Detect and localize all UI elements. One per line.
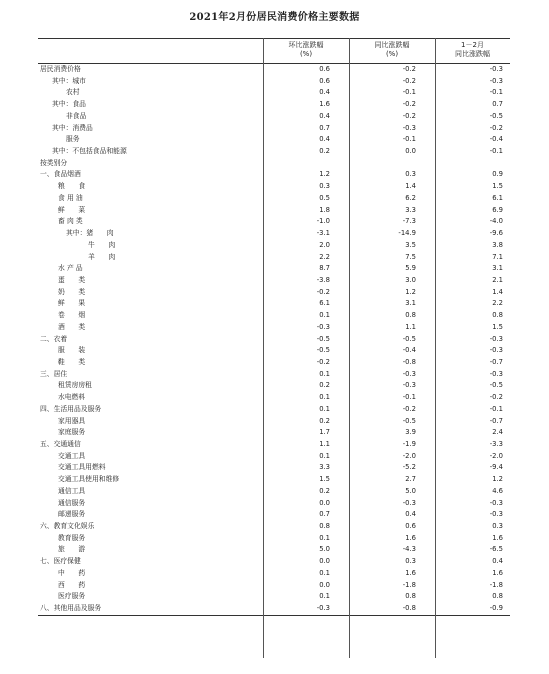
table-header xyxy=(38,39,510,64)
mom-value: 0.1 xyxy=(319,592,330,601)
table-row xyxy=(38,240,510,252)
row-label: 按类别分 xyxy=(40,158,68,167)
mom-value: 0.0 xyxy=(319,580,330,589)
table-row xyxy=(38,474,510,486)
table-row xyxy=(38,322,510,334)
ytd-value: 1.6 xyxy=(492,568,503,577)
table-row xyxy=(38,181,510,193)
row-label: 租赁房房租 xyxy=(58,381,92,390)
ytd-value: -0.3 xyxy=(489,498,503,507)
mom-value: 2.0 xyxy=(319,240,330,249)
row-label: 四、生活用品及服务 xyxy=(40,404,102,413)
yoy-value: 5.0 xyxy=(405,486,416,495)
table-row xyxy=(38,451,510,463)
row-label: 牛 肉 xyxy=(88,240,116,249)
yoy-value: 0.8 xyxy=(405,311,416,320)
row-label: 鲜 菜 xyxy=(58,205,86,214)
row-label: 通信服务 xyxy=(58,498,86,507)
mom-value: -0.3 xyxy=(316,604,330,613)
mom-value: 2.2 xyxy=(319,252,330,261)
row-label: 卷 烟 xyxy=(58,311,86,320)
ytd-value: -2.0 xyxy=(489,451,503,460)
mom-value: 0.4 xyxy=(319,88,330,97)
ytd-value: -4.0 xyxy=(489,217,503,226)
row-label: 农村 xyxy=(66,88,80,97)
table-row xyxy=(38,146,510,158)
row-label: 酒 类 xyxy=(58,322,86,331)
mom-value: 5.0 xyxy=(319,545,330,554)
table-row xyxy=(38,64,510,76)
mom-value: 0.2 xyxy=(319,416,330,425)
yoy-value: -0.2 xyxy=(402,65,416,73)
ytd-value: -0.1 xyxy=(489,88,503,97)
table-row xyxy=(38,591,510,603)
table-row xyxy=(38,205,510,217)
ytd-value: -9.6 xyxy=(489,229,503,238)
ytd-value: 4.6 xyxy=(492,486,503,495)
table-row xyxy=(38,462,510,474)
row-label: 中 药 xyxy=(58,568,86,577)
yoy-value: 7.5 xyxy=(405,252,416,261)
mom-value: 1.6 xyxy=(319,100,330,109)
ytd-value: 7.1 xyxy=(492,252,503,261)
ytd-value: -0.9 xyxy=(489,604,503,613)
mom-value: 1.2 xyxy=(319,170,330,179)
ytd-value: 0.3 xyxy=(492,522,503,531)
mom-value: 0.2 xyxy=(319,147,330,156)
ytd-value: -0.4 xyxy=(489,135,503,144)
ytd-value: -0.2 xyxy=(489,123,503,132)
table-row xyxy=(38,568,510,580)
mom-value: -1.0 xyxy=(316,217,330,226)
ytd-value: -0.5 xyxy=(489,381,503,390)
ytd-value: 6.9 xyxy=(492,205,503,214)
yoy-value: -0.1 xyxy=(402,88,416,97)
ytd-value: -0.3 xyxy=(489,510,503,519)
row-label: 邮递服务 xyxy=(58,510,86,519)
mom-value: 0.2 xyxy=(319,486,330,495)
mom-value: 0.6 xyxy=(319,76,330,85)
mom-value: 0.7 xyxy=(319,123,330,132)
mom-value: 6.1 xyxy=(319,299,330,308)
mom-value: 0.3 xyxy=(319,182,330,191)
table-row xyxy=(38,87,510,99)
yoy-value: -14.9 xyxy=(398,229,416,238)
ytd-value: -0.7 xyxy=(489,416,503,425)
header-yoy-label: 同比涨跌幅 xyxy=(374,41,410,49)
yoy-value: 0.6 xyxy=(405,522,416,531)
yoy-value: -0.3 xyxy=(402,498,416,507)
mom-value: -0.2 xyxy=(316,287,330,296)
yoy-value: 0.3 xyxy=(405,557,416,566)
row-label: 六、教育文化娱乐 xyxy=(40,522,95,531)
mom-value: 0.2 xyxy=(319,381,330,390)
mom-value: 0.5 xyxy=(319,193,330,202)
ytd-value: 1.4 xyxy=(492,287,503,296)
mom-value: 1.8 xyxy=(319,205,330,214)
mom-value: -0.5 xyxy=(316,346,330,355)
table-row xyxy=(38,380,510,392)
mom-value: 0.6 xyxy=(319,65,330,73)
mom-value: 0.1 xyxy=(319,533,330,542)
mom-value: -3.8 xyxy=(316,275,330,284)
table-bottom-rule xyxy=(38,615,510,616)
row-label: 一、食品烟酒 xyxy=(40,170,81,179)
yoy-value: 3.1 xyxy=(405,299,416,308)
ytd-value: -0.1 xyxy=(489,147,503,156)
table-row xyxy=(38,111,510,123)
row-label: 其中：食品 xyxy=(52,100,86,109)
header-yoy xyxy=(349,41,435,59)
row-label: 八、其他用品及服务 xyxy=(40,604,102,613)
mom-value: 0.1 xyxy=(319,568,330,577)
ytd-value: -0.3 xyxy=(489,65,503,73)
ytd-value: 1.5 xyxy=(492,322,503,331)
ytd-value: -9.4 xyxy=(489,463,503,472)
row-label: 水电燃料 xyxy=(58,393,86,402)
ytd-value: -0.5 xyxy=(489,111,503,120)
table-row xyxy=(38,369,510,381)
mom-value: 0.4 xyxy=(319,111,330,120)
table-row xyxy=(38,310,510,322)
table-row xyxy=(38,404,510,416)
table-row xyxy=(38,216,510,228)
ytd-value: -0.3 xyxy=(489,346,503,355)
row-label: 其中：猪 肉 xyxy=(66,229,114,238)
table-row xyxy=(38,275,510,287)
mom-value: 0.0 xyxy=(319,557,330,566)
mom-value: -0.3 xyxy=(316,322,330,331)
table-row xyxy=(38,556,510,568)
ytd-value: 2.4 xyxy=(492,428,503,437)
yoy-value: 1.6 xyxy=(405,568,416,577)
yoy-value: 5.9 xyxy=(405,264,416,273)
yoy-value: -4.3 xyxy=(402,545,416,554)
yoy-value: -0.8 xyxy=(402,604,416,613)
row-label: 交通工具 xyxy=(58,451,86,460)
mom-value: -0.5 xyxy=(316,334,330,343)
yoy-value: -0.2 xyxy=(402,76,416,85)
row-label: 非食品 xyxy=(66,111,87,120)
ytd-value: -0.2 xyxy=(489,393,503,402)
yoy-value: -0.2 xyxy=(402,100,416,109)
ytd-value: 6.1 xyxy=(492,193,503,202)
table-row xyxy=(38,193,510,205)
table-row xyxy=(38,169,510,181)
ytd-value: 2.1 xyxy=(492,275,503,284)
row-label: 交通工具使用和维修 xyxy=(58,475,120,484)
ytd-value: -3.3 xyxy=(489,440,503,448)
row-label: 西 药 xyxy=(58,580,86,589)
ytd-value: -0.3 xyxy=(489,76,503,85)
yoy-value: -0.2 xyxy=(402,111,416,120)
yoy-value: 1.6 xyxy=(405,533,416,542)
row-label: 三、居住 xyxy=(40,369,68,378)
row-label: 水 产 品 xyxy=(58,264,83,273)
column-divider xyxy=(263,38,264,658)
yoy-value: -0.4 xyxy=(402,346,416,355)
mom-value: -0.2 xyxy=(316,357,330,366)
mom-value: 0.7 xyxy=(319,510,330,519)
row-label: 服 装 xyxy=(58,346,86,355)
ytd-value: -0.3 xyxy=(489,334,503,343)
row-label: 家庭服务 xyxy=(58,428,86,437)
yoy-value: 6.2 xyxy=(405,193,416,202)
table-row xyxy=(38,521,510,533)
mom-value: 0.1 xyxy=(319,404,330,413)
table-row xyxy=(38,533,510,545)
mom-value: 3.3 xyxy=(319,463,330,472)
header-ytd-label: 同比涨跌幅 xyxy=(455,50,490,58)
header-mom xyxy=(263,41,349,59)
mom-value: 8.7 xyxy=(319,264,330,273)
yoy-value: -0.1 xyxy=(402,393,416,402)
row-label: 奶 类 xyxy=(58,287,86,296)
row-label: 其中：不包括食品和能源 xyxy=(52,147,127,156)
ytd-value: 1.5 xyxy=(492,182,503,191)
yoy-value: 1.2 xyxy=(405,287,416,296)
table-row xyxy=(38,263,510,275)
mom-value: -3.1 xyxy=(316,229,330,238)
row-label: 七、医疗保健 xyxy=(40,557,81,566)
mom-value: 1.5 xyxy=(319,475,330,484)
table-row xyxy=(38,134,510,146)
ytd-value: 0.8 xyxy=(492,311,503,320)
mom-value: 0.1 xyxy=(319,393,330,402)
table-row xyxy=(38,334,510,346)
row-label: 其中：消费品 xyxy=(52,123,93,132)
table-row xyxy=(38,603,510,615)
yoy-value: -0.3 xyxy=(402,123,416,132)
yoy-value: -0.5 xyxy=(402,416,416,425)
table-row xyxy=(38,123,510,135)
header-mom-unit: (%) xyxy=(299,50,313,58)
yoy-value: 0.4 xyxy=(405,510,416,519)
ytd-value: 2.2 xyxy=(492,299,503,308)
table-row xyxy=(38,498,510,510)
header-ytd xyxy=(435,41,510,59)
ytd-value: 0.9 xyxy=(492,170,503,179)
ytd-value: 3.8 xyxy=(492,240,503,249)
ytd-value: -0.1 xyxy=(489,404,503,413)
table-row xyxy=(38,228,510,240)
mom-value: 0.4 xyxy=(319,135,330,144)
table-row xyxy=(38,416,510,428)
table-row xyxy=(38,392,510,404)
mom-value: 0.1 xyxy=(319,369,330,378)
mom-value: 0.0 xyxy=(319,498,330,507)
row-label: 羊 肉 xyxy=(88,252,116,261)
yoy-value: -7.3 xyxy=(402,217,416,226)
ytd-value: 0.7 xyxy=(492,100,503,109)
yoy-value: -1.9 xyxy=(402,440,416,448)
mom-value: 1.1 xyxy=(319,440,330,448)
table-row xyxy=(38,357,510,369)
yoy-value: 3.9 xyxy=(405,428,416,437)
row-label: 其中：城市 xyxy=(52,76,86,85)
mom-value: 0.8 xyxy=(319,522,330,531)
page-title: 2021年2月份居民消费价格主要数据 xyxy=(189,12,360,23)
yoy-value: -0.3 xyxy=(402,369,416,378)
mom-value: 1.7 xyxy=(319,428,330,437)
table-row xyxy=(38,580,510,592)
ytd-value: 0.4 xyxy=(492,557,503,566)
yoy-value: 3.5 xyxy=(405,240,416,249)
yoy-value: -2.0 xyxy=(402,451,416,460)
ytd-value: 1.6 xyxy=(492,533,503,542)
row-label: 蛋 类 xyxy=(58,275,86,284)
yoy-value: 3.3 xyxy=(405,205,416,214)
yoy-value: -0.5 xyxy=(402,334,416,343)
row-label: 畜 肉 类 xyxy=(58,217,83,226)
header-mom-label: 环比涨跌幅 xyxy=(288,41,324,49)
cpi-data-table xyxy=(38,38,510,616)
column-divider xyxy=(349,38,350,658)
yoy-value: 0.0 xyxy=(405,147,416,156)
row-label: 鲜 果 xyxy=(58,299,86,308)
yoy-value: -0.3 xyxy=(402,381,416,390)
header-yoy-unit: (%) xyxy=(385,50,399,58)
yoy-value: -1.8 xyxy=(402,580,416,589)
row-label: 居民消费价格 xyxy=(40,65,81,73)
row-label: 食 用 油 xyxy=(58,193,83,202)
table-row xyxy=(38,158,510,170)
row-label: 家用器具 xyxy=(58,416,86,425)
table-row xyxy=(38,345,510,357)
row-label: 通信工具 xyxy=(58,486,86,495)
ytd-value: 3.1 xyxy=(492,264,503,273)
yoy-value: 1.4 xyxy=(405,182,416,191)
table-row xyxy=(38,439,510,451)
ytd-value: -0.3 xyxy=(489,369,503,378)
row-label: 交通工具用燃料 xyxy=(58,463,106,472)
yoy-value: 0.8 xyxy=(405,592,416,601)
row-label: 二、衣着 xyxy=(40,334,68,343)
yoy-value: -5.2 xyxy=(402,463,416,472)
ytd-value: 1.2 xyxy=(492,475,503,484)
yoy-value: 3.0 xyxy=(405,275,416,284)
column-divider xyxy=(435,38,436,658)
table-row xyxy=(38,252,510,264)
yoy-value: 0.3 xyxy=(405,170,416,179)
table-row xyxy=(38,544,510,556)
table-row xyxy=(38,287,510,299)
table-row xyxy=(38,486,510,498)
table-row xyxy=(38,298,510,310)
table-row xyxy=(38,99,510,111)
yoy-value: -0.1 xyxy=(402,135,416,144)
table-row xyxy=(38,76,510,88)
yoy-value: -0.8 xyxy=(402,357,416,366)
yoy-value: -0.2 xyxy=(402,404,416,413)
ytd-value: 0.8 xyxy=(492,592,503,601)
yoy-value: 1.1 xyxy=(405,322,416,331)
row-label: 医疗服务 xyxy=(58,592,86,601)
ytd-value: -6.5 xyxy=(489,545,503,554)
header-ytd-period: 1－2月 xyxy=(461,41,484,49)
ytd-value: -0.7 xyxy=(489,357,503,366)
row-label: 鞋 类 xyxy=(58,357,86,366)
ytd-value: -1.8 xyxy=(489,580,503,589)
row-label: 旅 游 xyxy=(58,545,86,554)
table-row xyxy=(38,427,510,439)
mom-value: 0.1 xyxy=(319,451,330,460)
yoy-value: 2.7 xyxy=(405,475,416,484)
row-label: 服务 xyxy=(66,135,80,144)
table-body xyxy=(38,64,510,615)
row-label: 粮 食 xyxy=(58,182,86,191)
row-label: 五、交通通信 xyxy=(40,440,81,448)
row-label: 教育服务 xyxy=(58,533,86,542)
mom-value: 0.1 xyxy=(319,311,330,320)
table-row xyxy=(38,509,510,521)
